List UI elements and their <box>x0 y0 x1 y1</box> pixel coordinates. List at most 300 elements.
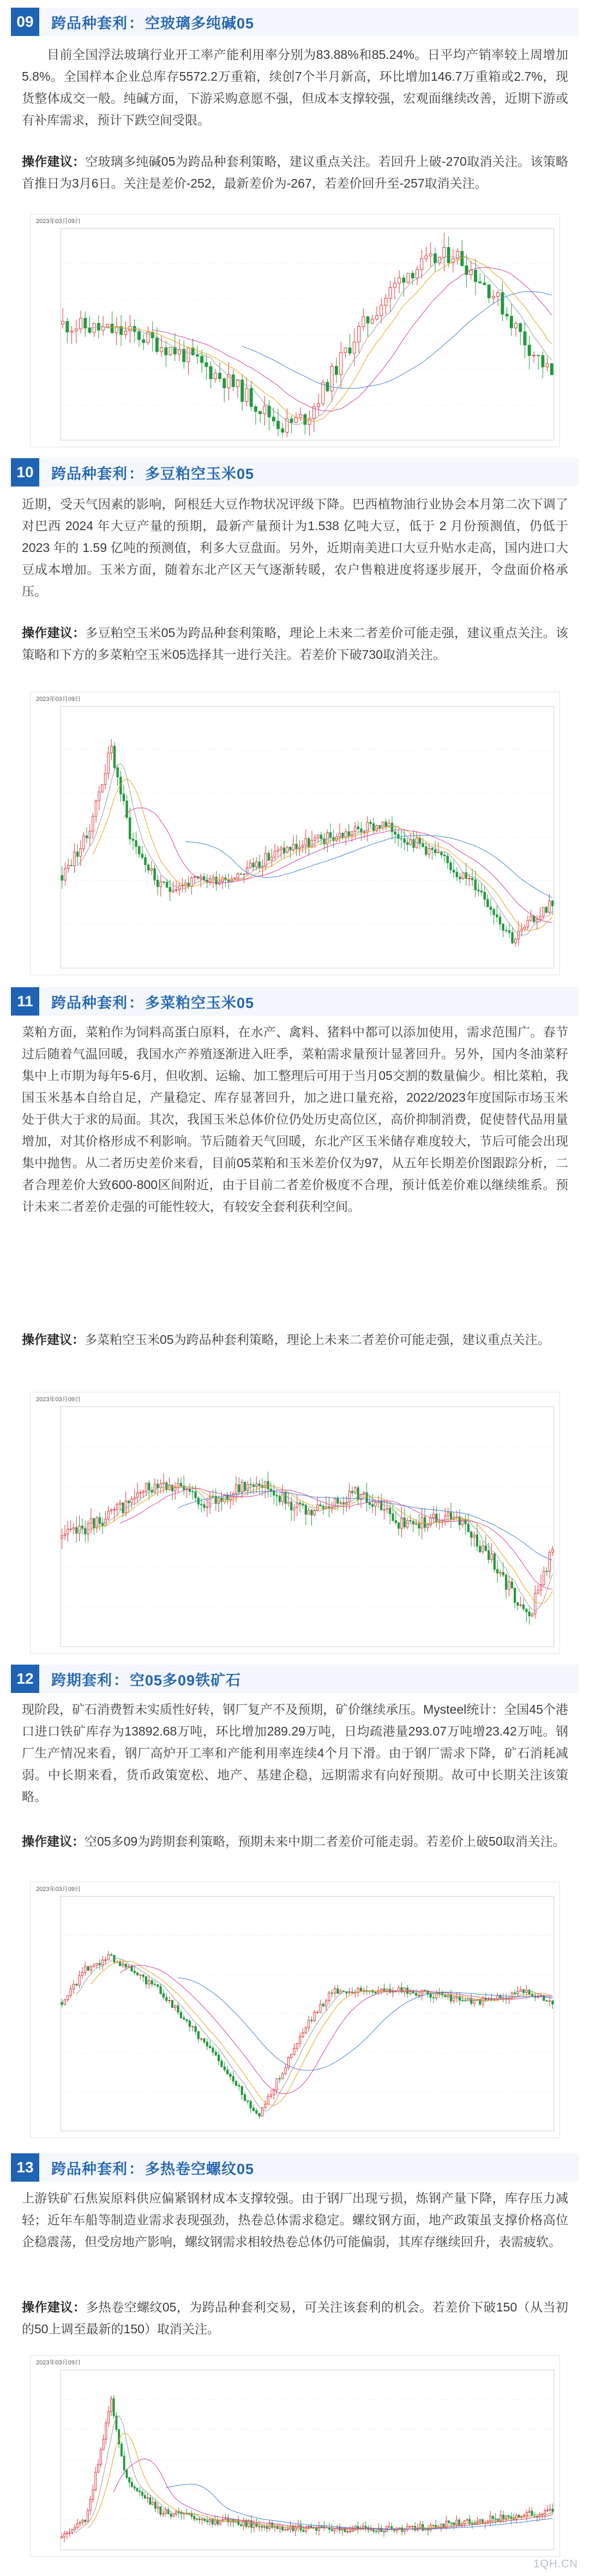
candle-body <box>166 882 167 887</box>
candle-body <box>128 1501 130 1503</box>
candle-body <box>77 2524 79 2527</box>
candle-body <box>98 2465 99 2472</box>
candle-body <box>462 873 463 879</box>
candle-body <box>154 1984 155 1985</box>
candle-body <box>191 878 192 886</box>
candle-body <box>493 910 495 915</box>
candle-body <box>502 1572 504 1575</box>
candle-body <box>149 2497 151 2505</box>
candle-body <box>404 2530 406 2531</box>
candle-body <box>328 1993 330 2001</box>
candle-body <box>505 314 508 316</box>
section-kind: 跨品种套利 <box>51 15 128 32</box>
candle-body <box>111 746 112 753</box>
candle-body <box>533 355 535 356</box>
candle-body <box>165 2509 166 2513</box>
candle-body <box>425 846 427 854</box>
chart-header-text: 2023年03月09日 <box>36 218 81 225</box>
candle-body <box>157 2507 159 2508</box>
candle-body <box>145 857 146 864</box>
candle-body <box>311 1510 312 1515</box>
section-title <box>51 1668 241 1690</box>
candle-body <box>209 2046 211 2047</box>
candle-body <box>420 259 423 269</box>
section-name: 多菜粕空玉米05 <box>145 994 255 1011</box>
candle-body <box>311 840 312 848</box>
candle-body <box>404 839 405 843</box>
kline-chart-svg <box>31 692 559 975</box>
chart-header-text: 2023年03月09日 <box>36 1886 81 1893</box>
candle-body <box>243 2520 244 2526</box>
candle-body <box>241 380 244 402</box>
candle-body <box>145 1483 147 1491</box>
candle-body <box>431 848 433 850</box>
candle-body <box>314 838 316 840</box>
section-number: 10 <box>11 458 39 487</box>
chart-body <box>36 2358 554 2550</box>
candle-body <box>342 833 344 838</box>
candle-body <box>369 1503 370 1504</box>
moving-average-line <box>76 1485 552 1611</box>
candle-body <box>372 1505 374 1506</box>
section-number: 13 <box>11 2153 39 2182</box>
candle-body <box>299 2037 301 2043</box>
candle-body <box>329 832 331 837</box>
candle-body <box>296 2044 298 2049</box>
candle-body <box>113 746 115 768</box>
candle-body <box>303 2530 304 2532</box>
candle-body <box>422 844 424 846</box>
candle-body <box>429 254 432 256</box>
candle-body <box>467 1524 469 1532</box>
candle-body <box>482 1546 484 1552</box>
candle-body <box>552 1550 553 1552</box>
candle-body <box>293 1508 295 1510</box>
candle-body <box>191 2514 192 2517</box>
candle-body <box>302 845 303 847</box>
candle-body <box>404 1518 405 1527</box>
candle-body <box>203 1505 205 1508</box>
candle-body <box>552 2509 553 2511</box>
candle-body <box>89 831 91 838</box>
candle-body <box>487 285 490 298</box>
candle-body <box>317 404 320 407</box>
candle-body <box>497 293 499 297</box>
candle-body <box>250 1484 251 1485</box>
candle-body <box>485 1998 486 2000</box>
title-separator: ： <box>113 1672 129 1689</box>
candle-body <box>280 848 282 850</box>
candle-body <box>471 1998 472 2003</box>
candle-body <box>480 891 482 892</box>
candle-body <box>528 1612 530 1616</box>
kline-chart-svg <box>31 1882 559 2137</box>
candle-body <box>238 1485 240 1492</box>
candle-body <box>98 792 100 801</box>
candle-body <box>447 856 448 862</box>
section-body: 现阶段，矿石消费暂未实质性好转，钢厂复产不及预期，矿价继续承压。Mysteel统计：全国45个港口进口铁矿库存为13892.68万吨，环比增加289.29万吨，日均疏港量293.07万吨增23.42万吨。钢厂生产情况来看，钢厂高炉开工率和产能利用率连续4个月下滑。由于钢厂需求下降，矿石消耗减弱。中长期来看，货币政策宽松、地产、基建企稳，远期需求有向好预期。故可中长期关注该策略。 <box>22 1702 568 1804</box>
candle-body <box>73 1528 74 1529</box>
candle-body <box>192 1491 194 1492</box>
candle-body <box>373 2530 375 2531</box>
candle-body <box>121 2444 123 2456</box>
candle-body <box>339 833 340 837</box>
candle-body <box>543 1996 545 2001</box>
candle-body <box>247 1484 249 1491</box>
candle-body <box>389 287 392 298</box>
candle-body <box>264 2104 266 2107</box>
candle-body <box>322 2004 324 2006</box>
candle-body <box>285 1492 286 1504</box>
candle-body <box>106 324 109 327</box>
candle-body <box>496 915 498 917</box>
candle-body <box>79 1975 80 1985</box>
candle-body <box>141 854 143 858</box>
candle-body <box>362 317 365 327</box>
moving-average-line <box>88 2433 553 2530</box>
candle-body <box>500 2515 502 2521</box>
candle-body <box>75 329 77 331</box>
candle-body <box>152 2502 154 2504</box>
candle-body <box>432 1514 434 1518</box>
candle-body <box>435 2525 437 2527</box>
candle-body <box>61 1536 63 1539</box>
section-title <box>51 2157 254 2178</box>
section-number: 09 <box>11 8 39 36</box>
candle-body <box>224 2067 225 2070</box>
candle-body <box>348 348 351 353</box>
candle-body <box>434 254 437 263</box>
candle-body <box>528 1990 530 1995</box>
candle-body <box>70 331 73 332</box>
candle-body <box>526 1609 527 1612</box>
advice-paragraph <box>22 2296 568 2340</box>
candle-body <box>371 319 374 323</box>
candle-body <box>172 890 174 892</box>
candle-body <box>250 2101 251 2108</box>
moving-average-line <box>93 779 552 930</box>
candle-body <box>124 331 127 335</box>
candle-body <box>308 839 310 848</box>
advice-paragraph <box>22 1830 568 1852</box>
candle-body <box>230 2074 231 2077</box>
candle-body <box>311 2020 312 2021</box>
candle-body <box>421 1517 423 1528</box>
candle-body <box>479 2520 481 2521</box>
candle-body <box>221 878 223 881</box>
spread-chart <box>30 2355 560 2557</box>
candle-body <box>331 1507 333 1508</box>
candle-body <box>169 887 171 892</box>
moving-average-line <box>153 267 552 411</box>
candle-body <box>268 406 270 417</box>
candle-body <box>360 829 362 832</box>
candle-body <box>145 1977 147 1984</box>
candle-body <box>305 839 306 845</box>
candle-body <box>479 1546 481 1552</box>
candle-body <box>169 347 172 355</box>
candle-body <box>337 1989 339 1993</box>
section-kind: 跨品种套利 <box>51 2160 128 2177</box>
title-separator: ： <box>129 2160 144 2177</box>
candle-body <box>348 832 350 836</box>
moving-average-line <box>91 1486 552 1604</box>
candle-body <box>350 2531 351 2532</box>
candle-body <box>271 857 273 860</box>
candle-body <box>376 316 378 319</box>
candle-body <box>67 1996 69 2000</box>
candle-body <box>383 2531 385 2532</box>
candle-body <box>380 305 383 316</box>
candle-body <box>95 2472 97 2490</box>
candle-body <box>247 2100 249 2101</box>
candle-body <box>277 421 280 429</box>
chart-body <box>36 1395 554 1647</box>
candle-body <box>218 2055 220 2061</box>
candle-body <box>186 2019 188 2021</box>
candle-body <box>541 2513 543 2514</box>
candle-body <box>209 2519 210 2522</box>
candle-body <box>201 1504 202 1505</box>
candle-body <box>217 2520 219 2524</box>
candle-body <box>511 1582 513 1588</box>
candle-body <box>478 890 479 891</box>
moving-average-line <box>77 764 552 935</box>
candle-body <box>499 917 501 924</box>
candle-body <box>473 1535 475 1538</box>
candle-body <box>537 355 540 356</box>
candle-body <box>203 2039 205 2042</box>
section-name: 空玻璃多纯碱05 <box>145 15 255 32</box>
candle-body <box>154 2502 156 2508</box>
candle-body <box>523 2515 525 2516</box>
candle-body <box>126 2470 128 2477</box>
candle-body <box>462 1520 463 1524</box>
candle-body <box>200 876 202 878</box>
candle-body <box>404 1988 405 1992</box>
candle-body <box>249 863 251 868</box>
candle-body <box>61 875 63 880</box>
candle-body <box>89 2499 91 2511</box>
candle-body <box>156 880 158 887</box>
candle-body <box>272 417 275 421</box>
candle-body <box>235 1485 237 1493</box>
candle-body <box>95 801 97 816</box>
candle-body <box>157 1985 159 1986</box>
candle-body <box>102 327 105 330</box>
section-body: 菜粕方面，菜粕作为饲料高蛋白原料，在水产、禽料、猪料中都可以添加使用，需求范围广。春节过后随着气温回暖，我国水产养殖逐渐进入旺季，菜粕需求量预计显著回升。另外，国内冬油菜籽集中上市期为每年5-6月，但收割、运输、加工整理后可用于当月05交割的数量偏少。相比菜粕，我国玉米基本自给自足，产量稳定、库存显著回升，加之进口量充裕，2022/2023年度国际市场玉米处于供大于求的局面。其次，我国玉米总体价位仍处历史高位区，高价抑制消费，促使替代品用量增加，对其价格形成不利影响。节后随着天气回暖，东北产区玉米储存难度较大，节后可能会出现集中抛售。从二者历史差价来看，目前05菜粕和玉米差价仅为97，从五年长期差价图跟踪分析，二者合理差价大致600-800区间附近，由于目前二者差价极度不合理，预计低差价难以继续维系。预计未来二者差价走强的可能性较大，有较安全套利获利空间。 <box>22 1025 568 1214</box>
candle-body <box>430 2525 431 2530</box>
candle-body <box>64 2533 65 2537</box>
section-title <box>51 11 254 33</box>
candle-body <box>382 822 383 828</box>
candle-body <box>320 1505 321 1506</box>
candle-body <box>88 328 91 333</box>
candle-body <box>348 1491 350 1502</box>
candle-body <box>412 2526 413 2527</box>
candle-body <box>107 753 109 773</box>
candle-body <box>448 2521 450 2523</box>
candle-body <box>344 348 347 352</box>
candle-body <box>497 1569 498 1573</box>
candle-body <box>264 1481 266 1488</box>
candle-body <box>93 1965 95 1967</box>
candle-body <box>424 1517 426 1528</box>
candle-body <box>142 1491 144 1492</box>
candle-body <box>111 324 113 333</box>
candle-body <box>354 827 356 832</box>
candle-body <box>184 883 186 885</box>
candle-body <box>541 356 544 367</box>
candle-body <box>491 1999 492 2000</box>
section-name: 多豆粕空玉米05 <box>145 465 255 482</box>
candle-body <box>381 1989 382 1990</box>
candle-body <box>493 1554 495 1570</box>
candle-body <box>79 1526 80 1533</box>
candle-body <box>206 1507 208 1508</box>
moving-average-line <box>120 1488 552 1589</box>
candle-body <box>508 2516 509 2517</box>
chart-body <box>36 217 554 440</box>
candle-body <box>375 1992 376 1993</box>
candle-body <box>505 930 507 931</box>
candle-body <box>162 2513 164 2514</box>
section-kind: 跨品种套利 <box>51 465 128 482</box>
candle-body <box>407 1521 408 1527</box>
spread-chart <box>30 692 560 975</box>
candle-body <box>488 1999 490 2000</box>
candle-body <box>526 2512 528 2515</box>
candle-body <box>221 2061 222 2067</box>
section-header <box>11 8 579 36</box>
candle-body <box>117 768 118 777</box>
candle-body <box>76 852 78 856</box>
candle-body <box>276 1496 278 1497</box>
candle-body <box>326 382 329 391</box>
candle-body <box>267 2097 269 2104</box>
candle-body <box>421 1990 423 1996</box>
candle-body <box>459 877 461 879</box>
candle-body <box>444 855 445 856</box>
candle-body <box>74 852 75 866</box>
candle-body <box>142 340 145 343</box>
candle-body <box>197 2032 199 2039</box>
candle-body <box>129 2478 130 2482</box>
chart-body <box>36 695 554 968</box>
candle-body <box>151 1980 153 1984</box>
candle-body <box>79 2522 81 2524</box>
candle-body <box>523 1990 525 1992</box>
candle-body <box>531 2511 533 2515</box>
candle-body <box>232 2076 234 2081</box>
candle-body <box>375 2531 377 2532</box>
watermark-logo: 1QH.CN <box>533 2558 578 2570</box>
candle-body <box>320 2004 321 2013</box>
candle-body <box>357 1487 359 1499</box>
candle-body <box>276 2079 278 2090</box>
candle-body <box>76 1984 77 1985</box>
candle-body <box>357 827 359 829</box>
section-header <box>11 2153 579 2182</box>
candle-body <box>187 348 190 362</box>
advice-label: 操作建议： <box>22 154 86 169</box>
candle-body <box>398 1987 400 1991</box>
section-number: 12 <box>11 1665 39 1693</box>
candle-body <box>64 1534 65 1536</box>
candle-body <box>531 1614 533 1616</box>
candle-body <box>87 2511 89 2521</box>
candle-body <box>308 2020 310 2028</box>
candle-body <box>103 2439 104 2449</box>
candle-body <box>255 862 257 867</box>
candle-body <box>321 2526 322 2527</box>
candle-body <box>192 2026 194 2027</box>
candle-body <box>96 1963 98 1966</box>
candle-body <box>105 2423 107 2439</box>
candle-body <box>488 1551 490 1560</box>
candle-body <box>80 849 81 856</box>
candle-body <box>154 868 155 880</box>
candle-body <box>87 1967 89 1971</box>
candle-body <box>107 1955 109 1960</box>
candle-body <box>372 824 374 831</box>
candle-body <box>134 1498 135 1499</box>
candle-body <box>154 1484 155 1492</box>
candle-body <box>516 2515 517 2519</box>
candle-body <box>205 363 208 367</box>
candle-body <box>237 380 239 387</box>
candle-body <box>263 406 266 413</box>
candle-body <box>139 2491 141 2492</box>
candle-body <box>358 327 360 343</box>
candle-body <box>402 278 405 282</box>
candle-body <box>110 2399 112 2412</box>
candle-body <box>409 2526 411 2527</box>
candle-body <box>100 2450 101 2465</box>
candle-body <box>354 1487 356 1493</box>
candle-body <box>511 932 513 943</box>
candle-body <box>317 1505 318 1510</box>
candle-body <box>549 901 550 912</box>
candle-body <box>86 836 87 838</box>
candle-body <box>214 2520 216 2524</box>
candle-body <box>254 406 257 411</box>
kline-chart-svg <box>31 214 559 447</box>
candle-body <box>377 1991 379 1993</box>
candle-body <box>389 1508 391 1514</box>
candle-body <box>160 347 163 351</box>
candle-body <box>125 1964 127 1967</box>
candle-body <box>178 2512 179 2513</box>
candle-body <box>546 364 549 367</box>
candle-body <box>375 1503 376 1506</box>
candle-body <box>291 2055 292 2058</box>
candle-body <box>157 1484 159 1487</box>
candle-body <box>351 1491 353 1493</box>
advice-text: 空05多09为跨期套利策略，预期未来中期二者差价可能走弱。若差价上破50取消关注。 <box>85 1834 565 1848</box>
candle-body <box>188 883 189 886</box>
candle-body <box>398 278 401 283</box>
candle-body <box>326 2001 327 2005</box>
candle-body <box>523 1605 525 1609</box>
advice-label: 操作建议： <box>22 2300 86 2314</box>
candle-body <box>549 2509 551 2510</box>
candle-body <box>291 1502 292 1510</box>
candle-body <box>450 1995 451 2001</box>
candle-body <box>491 1554 492 1560</box>
section-name: 多热卷空螺纹05 <box>145 2160 255 2177</box>
candle-body <box>505 1575 507 1589</box>
